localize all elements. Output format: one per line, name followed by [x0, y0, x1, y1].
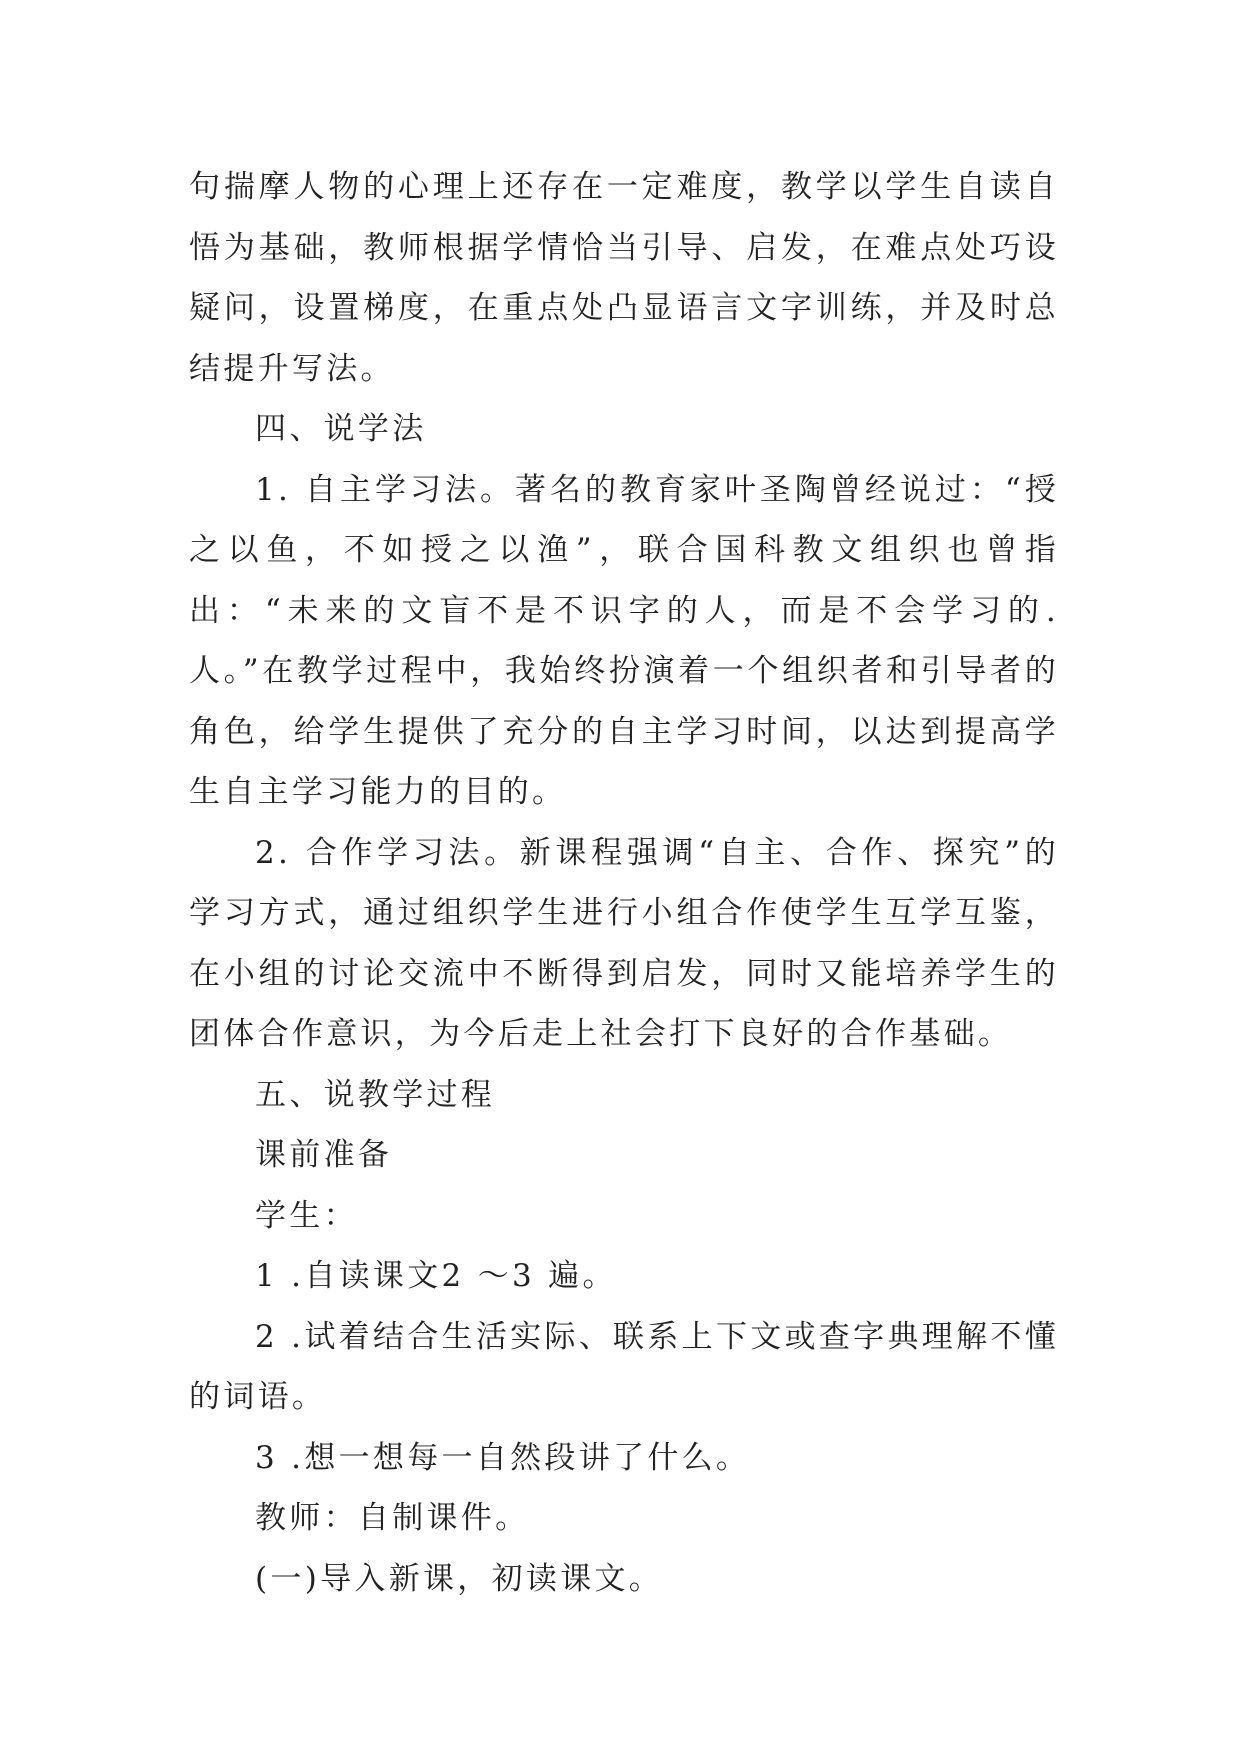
paragraph-self-study-method: 1. 自主学习法。著名的教育家叶圣陶曾经说过：“授之以鱼，不如授之以渔”，联合国科教文组织也曾指出：“未来的文盲不是不识字的人，而是不会学习的.人。”在教学过程中，我始终扮演着一个组织者和引导者的角色，给学生提供了充分的自主学习时间，以达到提高学生自主学习能力的目的。: [189, 471, 1059, 810]
section-heading-study-methods: 四、说学法: [255, 411, 427, 447]
paragraph-continuation: 句揣摩人物的心理上还存在一定难度，教学以学生自读自悟为基础，教师根据学情恰当引导、启发，在难点处巧设疑问，设置梯度，在重点处凸显语言文字训练，并及时总结提升写法。: [189, 169, 1059, 387]
section-heading-teaching-process: 五、说教学过程: [255, 1076, 496, 1113]
list-item-3: 3 .想一想每一自然段讲了什么。: [255, 1439, 751, 1476]
subheading-preparation: 课前准备: [255, 1137, 393, 1173]
list-item-1: 1 .自读课文2 ～3 遍。: [255, 1258, 617, 1294]
subheading-part-one: (一)导入新课，初读课文。: [255, 1560, 664, 1597]
document-body: [189, 157, 1059, 1609]
label-students: 学生：: [255, 1197, 358, 1234]
list-item-2: 2 .试着结合生活实际、联系上下文或查字典理解不懂的词语。: [189, 1318, 1059, 1415]
paragraph-cooperative-method: 2. 合作学习法。新课程强调“自主、合作、探究”的学习方式，通过组织学生进行小组合作使学生互学互鉴，在小组的讨论交流中不断得到启发，同时又能培养学生的团体合作意识，为今后走上社会打下良好的合作基础。: [189, 834, 1059, 1052]
label-teacher: 教师：自制课件。: [255, 1500, 530, 1536]
